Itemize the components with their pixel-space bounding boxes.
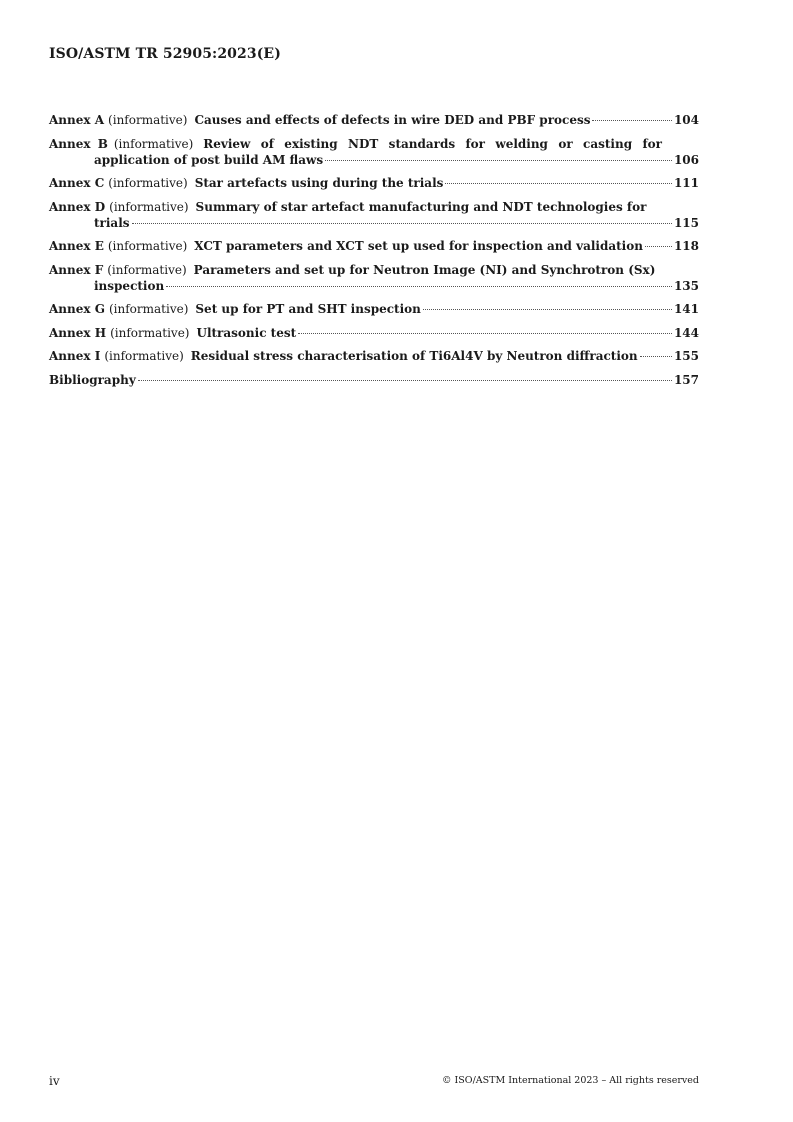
toc-entry-annex-e[interactable] [49,238,699,254]
document-id: ISO/ASTM TR 52905:2023(E) [49,46,281,62]
page-number: 135 [673,278,699,293]
annex-title: Causes and effects of defects in wire DED and PBF process [194,113,591,127]
informative-tag: (informative) [108,176,188,190]
toc-entry-annex-a[interactable] [49,112,699,128]
annex-title: Set up for PT and SHT inspection [195,302,421,316]
table-of-contents [49,112,699,395]
footer-copyright: © ISO/ASTM International 2023 – All rights reserved [442,1075,699,1086]
page-number: 155 [673,349,699,363]
dot-leader [645,246,672,247]
page-number: 144 [673,325,699,340]
annex-label: Annex A [49,113,105,127]
annex-title: XCT parameters and XCT set up used for inspection and validation [194,239,643,253]
toc-entry-annex-g[interactable] [49,301,699,317]
annex-title-line2: inspection [94,278,165,293]
toc-entry-annex-f[interactable] [49,262,699,294]
footer-page-number: iv [49,1074,60,1088]
annex-label: Annex I [49,349,101,363]
toc-entry-annex-d[interactable] [49,199,699,231]
toc-entry-annex-h[interactable] [49,325,699,341]
annex-label: Annex H [49,325,107,340]
informative-tag: (informative) [113,136,194,151]
dot-leader [132,223,672,224]
annex-label: Annex G [49,302,105,316]
page-number: 118 [673,239,699,253]
annex-label: Annex C [49,176,105,190]
annex-title-line2: application of post build AM flaws [94,152,324,167]
annex-label: Annex D [49,199,106,214]
page-number: 157 [673,372,699,387]
annex-title: Ultrasonic test [196,325,297,340]
informative-tag: (informative) [104,349,184,363]
dot-leader [166,286,672,287]
annex-label: Annex E [49,239,104,253]
dot-leader [298,333,672,334]
dot-leader [138,380,672,381]
annex-title-line1: Review of existing NDT standards for welding or casting for [203,136,662,151]
annex-title: Star artefacts using during the trials [194,176,444,190]
toc-entry-bibliography[interactable] [49,372,699,388]
annex-label: Annex B [49,136,108,151]
page-number: 111 [673,176,699,190]
page-number: 104 [673,113,699,127]
informative-tag: (informative) [108,113,188,127]
annex-label: Annex F [49,262,104,277]
toc-entry-annex-b[interactable] [49,136,699,168]
dot-leader [325,160,672,161]
bibliography-title: Bibliography [49,372,136,387]
informative-tag: (informative) [107,262,187,277]
toc-entry-annex-c[interactable] [49,175,699,191]
informative-tag: (informative) [110,325,190,340]
annex-title: Residual stress characterisation of Ti6Al4V by Neutron diffraction [190,349,638,363]
annex-title-line2: trials [94,215,130,230]
dot-leader [445,183,672,184]
annex-title-line1: Summary of star artefact manufacturing and NDT technologies for [195,199,647,214]
annex-title-line1: Parameters and set up for Neutron Image (NI) and Synchrotron (Sx) [193,262,656,277]
dot-leader [640,356,672,357]
informative-tag: (informative) [108,302,189,316]
page-number: 106 [673,152,699,167]
page-number: 115 [673,215,699,230]
page-number: 141 [673,302,699,316]
dot-leader [423,309,672,310]
dot-leader [592,120,671,121]
informative-tag: (informative) [107,239,188,253]
toc-entry-annex-i[interactable] [49,348,699,364]
informative-tag: (informative) [109,199,189,214]
